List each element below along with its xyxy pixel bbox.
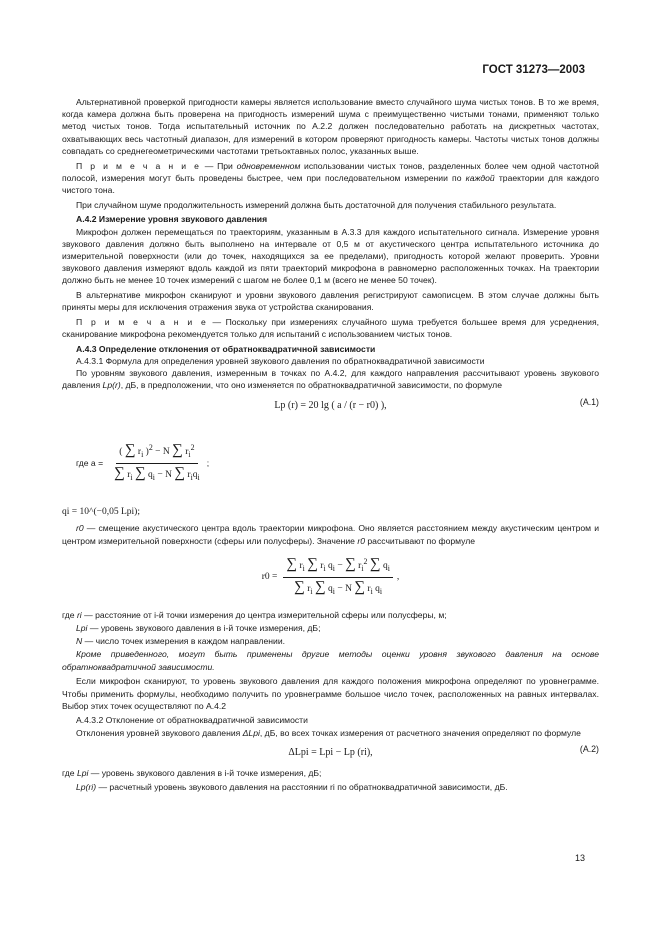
fraction-r0: $\frac{\sum r_i \sum r_i q_i - \sum r_i^2 \sum q_i}{\sum r_i \sum q_i - N \sum r_i q_i}$ [283,556,393,598]
r0-lhs: r0 = [261,571,278,582]
formula-a2 [62,741,599,767]
formula-a2-expression: ΔLpi = Lpi − Lp (ri), [288,747,373,759]
formula-a1-number: (А.1) [579,397,599,408]
formula-a-definition: где a = $\frac{( \sum r_i )^2 - N \sum r_i^2}{\sum r_i \sum q_i - N \sum r_iq_i}$ ; [76,424,599,502]
paragraph-level-calculation: По уровням звукового давления, измеренным в точках по А.4.2, для каждого направления рассчитывают уровень звукового давления Lp(r), дБ, в предположении, что оно изменяется по обратноквадратичной зависимости, по формуле [62,368,599,391]
fraction-a: $\frac{( \sum r_i )^2 - N \sum r_i^2}{\sum r_i \sum q_i - N \sum r_iq_i}$ [114,442,200,483]
paragraph-random-noise-duration: При случайном шуме продолжительность измерений должна быть достаточной для получения стабильного результата. [76,199,557,210]
subsection-heading-a431: А.4.3.1 Формула для определения уровней звукового давления по обратноквадратичной зависимости [76,356,485,367]
formula-qi: qi = 10^(−0,05 Lpi); [62,507,140,518]
paragraph-deviation: Отклонения уровней звукового давления ΔLpi, дБ, во всех точках измерения от расчетного значения определяют по формуле [76,727,581,738]
subsection-heading-a432: А.4.3.2 Отклонение от обратноквадратичной зависимости [76,715,308,726]
paragraph-scanning-alternative: В альтернативе микрофон сканируют и уровни звукового давления регистрируют самописцем. В этом случае должны быть приняты меры для исключения отражения звука от устройства сканирования. [62,290,599,313]
section-heading-a43: А.4.3 Определение отклонения от обратноквадратичной зависимости [76,343,376,354]
paragraph-r0-offset: r0 — смещение акустического центра вдоль траектории микрофона. Оно является расстоянием между акустическим центром и центром измерительной поверхности (сферы или полусферы). Значение r0 рассчитывают по формуле [62,523,599,546]
section-heading-a42: А.4.2 Измерение уровня звукового давления [76,214,268,225]
definition-lpi-2: где Lpi — уровень звукового давления в i-й точке измерения, дБ; [62,768,322,779]
definition-ri: где ri — расстояние от i-й точки измерения до центра измерительной сферы или полусферы, м; [62,609,447,620]
definition-lpi: Lpi — уровень звукового давления в i-й точке измерения, дБ; [76,622,321,633]
paragraph-microphone-trajectories: Микрофон должен перемещаться по траекториям, указанным в А.3.3 для каждого испытательного сигнала. Измерение уровня звукового давления должно быть выполнено на интервале от 0,5 м от акустического центра испытательного источника до измерительной поверхности (или до точек, находящихся за ее пределами), пригодность которой желают проверить. Уровни звукового давления измеряют вдоль каждой из пяти траекторий микрофона в равномерно расположенных точках. На траектории должно быть не менее 10 точек измерений с шагом не более 0,1 м (всего не менее 50 точек). [62,226,599,286]
definitions-a2 [62,767,599,792]
page-number: 13 [574,853,585,863]
formula-a2-number: (А.2) [579,744,599,755]
where-a-label: где a = [76,458,104,469]
formula-r0: r0 = $\frac{\sum r_i \sum r_i q_i - \sum r_i^2 \sum q_i}{\sum r_i \sum q_i - N \sum r_i q_i}$ , [62,551,599,603]
definition-lpri: Lp(ri) — расчетный уровень звукового давления на расстоянии ri по обратноквадратичной зависимости, дБ. [76,781,508,792]
paragraph-levelgram: Если микрофон сканируют, то уровень звукового давления для каждого положения микрофона определяют по уровнеграмме. Чтобы применить формулы, необходимо получить по уровнеграмме большое число точек, расположенных на равных интервалах. Выбор этих точек осуществляют по А.4.2 [62,676,599,711]
note-scanning: П р и м е ч а н и е — Поскольку при измерениях случайного шума требуется большее время для усреднения, сканирование микрофона рекомендуется только для испытаний с использованием чистых тонов. [62,316,599,340]
definitions-r0 [62,609,599,648]
formula-a1-expression: Lp (r) = 20 lg ( a / (r − r0) ), [274,400,387,412]
standard-header: ГОСТ 31273—2003 [482,64,585,76]
note-simultaneous-tones: П р и м е ч а н и е — При одновременном использовании чистых тонов, разделенных более чем одной частотной полосой, измерения могут быть проведены быстрее, чем при последовательном измерении по каждой траектории для каждого чистого тона. [62,160,599,195]
page-content [62,96,599,794]
paragraph-other-methods: Кроме приведенного, могут быть применены другие методы оценки уровня звукового давления на основе обратноквадратичной зависимости. [62,649,599,672]
definition-n: N — число точек измерения в каждом направлении. [76,636,286,647]
formula-a1 [62,394,599,420]
paragraph-alternative-check: Альтернативной проверкой пригодности камеры является использование вместо случайного шума чистых тонов. В то же время, когда камера должна быть проверена на пригодность измерений шума с преимущественно чистыми тонами, применяют только метод чистых тонов. Тогда испытательный источник по А.2.2 должен последовательно работать на дискретных частотах, охватывающих весь частотный диапазон, для измерений в котором проверяют пригодность камеры. Частоты чистых тонов должны совпадать со среднегеометрическими частотами третьоктавных полос, указанных выше. [62,97,599,156]
